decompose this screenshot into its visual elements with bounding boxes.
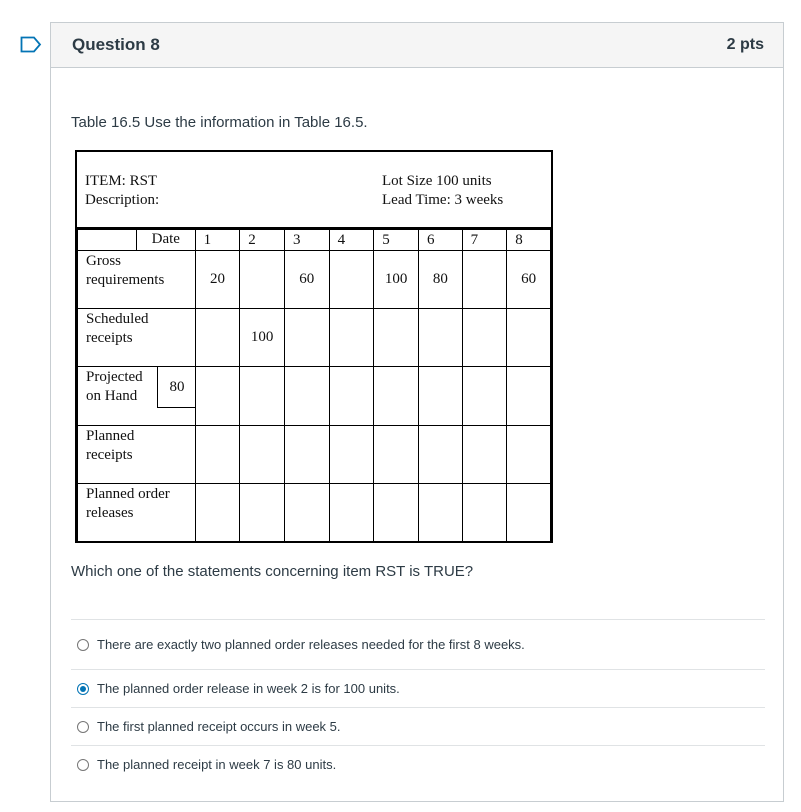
plan-rec-3 bbox=[284, 426, 329, 484]
poh-2 bbox=[240, 367, 285, 426]
gross-req-5: 100 bbox=[374, 251, 419, 309]
por-8 bbox=[507, 484, 551, 542]
answer-text-4: The planned receipt in week 7 is 80 units. bbox=[97, 757, 337, 772]
sched-rec-5 bbox=[374, 309, 419, 367]
plan-rec-7 bbox=[462, 426, 507, 484]
radio-button-1[interactable] bbox=[77, 639, 89, 651]
gross-req-7 bbox=[462, 251, 507, 309]
date-label: Date bbox=[136, 230, 195, 250]
lot-size-line: Lot Size 100 units bbox=[382, 173, 492, 189]
answer-option-4[interactable] bbox=[71, 745, 765, 783]
por-1 bbox=[195, 484, 240, 542]
answer-text-1: There are exactly two planned order releases needed for the first 8 weeks. bbox=[97, 637, 525, 652]
radio-button-3[interactable] bbox=[77, 721, 89, 733]
row-label-line1: Planned bbox=[86, 428, 135, 444]
sched-rec-8 bbox=[507, 309, 551, 367]
row-label-line1: Projected bbox=[86, 369, 143, 385]
poh-8 bbox=[507, 367, 551, 426]
por-5 bbox=[374, 484, 419, 542]
scheduled-receipts-label bbox=[78, 309, 196, 367]
answer-text-2: The planned order release in week 2 is for 100 units. bbox=[97, 681, 400, 696]
gross-req-1: 20 bbox=[195, 251, 240, 309]
planned-order-releases-label bbox=[78, 484, 196, 542]
sched-rec-2: 100 bbox=[240, 309, 285, 367]
period-2: 2 bbox=[240, 230, 285, 251]
por-2 bbox=[240, 484, 285, 542]
row-label-line2: receipts bbox=[86, 330, 133, 346]
poh-4 bbox=[329, 367, 374, 426]
radio-button-4[interactable] bbox=[77, 759, 89, 771]
planned-receipts-row bbox=[78, 426, 551, 484]
answer-option-1[interactable] bbox=[71, 619, 765, 669]
por-4 bbox=[329, 484, 374, 542]
sched-rec-7 bbox=[462, 309, 507, 367]
poh-7 bbox=[462, 367, 507, 426]
sched-rec-4 bbox=[329, 309, 374, 367]
sched-rec-3 bbox=[284, 309, 329, 367]
gross-req-2 bbox=[240, 251, 285, 309]
mrp-grid bbox=[77, 229, 551, 542]
question-title: Question 8 bbox=[72, 35, 160, 54]
sched-rec-1 bbox=[195, 309, 240, 367]
question-points: 2 pts bbox=[726, 36, 764, 53]
answer-option-2[interactable] bbox=[71, 669, 765, 707]
description-line: Description: bbox=[85, 192, 160, 208]
gross-req-4 bbox=[329, 251, 374, 309]
poh-5 bbox=[374, 367, 419, 426]
scheduled-receipts-row bbox=[78, 309, 551, 367]
row-label-line1: Planned order bbox=[86, 486, 170, 502]
period-6: 6 bbox=[418, 230, 462, 251]
row-label-line1: Scheduled bbox=[86, 311, 149, 327]
por-6 bbox=[418, 484, 462, 542]
period-5: 5 bbox=[374, 230, 419, 251]
gross-req-3: 60 bbox=[284, 251, 329, 309]
initial-on-hand: 80 bbox=[157, 367, 196, 408]
period-8: 8 bbox=[507, 230, 551, 251]
question-header bbox=[51, 23, 783, 68]
poh-3 bbox=[284, 367, 329, 426]
plan-rec-5 bbox=[374, 426, 419, 484]
row-label-line2: on Hand bbox=[86, 388, 138, 404]
por-3 bbox=[284, 484, 329, 542]
projected-on-hand-label bbox=[78, 367, 196, 426]
plan-rec-4 bbox=[329, 426, 374, 484]
row-label-line2: receipts bbox=[86, 447, 133, 463]
gross-requirements-row bbox=[78, 251, 551, 309]
radio-button-2[interactable] bbox=[77, 683, 89, 695]
plan-rec-2 bbox=[240, 426, 285, 484]
row-label-line2: releases bbox=[86, 505, 134, 521]
gross-req-8: 60 bbox=[507, 251, 551, 309]
plan-rec-1 bbox=[195, 426, 240, 484]
planned-receipts-label bbox=[78, 426, 196, 484]
item-line: ITEM: RST bbox=[85, 173, 158, 189]
question-prompt: Which one of the statements concerning item RST is TRUE? bbox=[71, 563, 474, 580]
period-4: 4 bbox=[329, 230, 374, 251]
gross-requirements-label bbox=[78, 251, 196, 309]
bookmark-flag-icon[interactable] bbox=[20, 36, 42, 53]
period-1: 1 bbox=[195, 230, 240, 251]
row-label-line2: requirements bbox=[86, 272, 165, 288]
planned-order-releases-row bbox=[78, 484, 551, 542]
period-7: 7 bbox=[462, 230, 507, 251]
mrp-table-image bbox=[75, 150, 553, 543]
sched-rec-6 bbox=[418, 309, 462, 367]
poh-1 bbox=[195, 367, 240, 426]
projected-on-hand-row bbox=[78, 367, 551, 426]
period-3: 3 bbox=[284, 230, 329, 251]
answer-text-3: The first planned receipt occurs in week 5. bbox=[97, 719, 341, 734]
mrp-table-header bbox=[77, 152, 551, 229]
question-intro: Table 16.5 Use the information in Table 16.5. bbox=[71, 114, 368, 131]
poh-6 bbox=[418, 367, 462, 426]
answer-option-3[interactable] bbox=[71, 707, 765, 745]
plan-rec-6 bbox=[418, 426, 462, 484]
por-7 bbox=[462, 484, 507, 542]
gross-req-6: 80 bbox=[418, 251, 462, 309]
date-label-cell bbox=[78, 230, 196, 251]
row-label-line1: Gross bbox=[86, 253, 122, 269]
plan-rec-8 bbox=[507, 426, 551, 484]
question-card bbox=[50, 22, 784, 802]
date-row bbox=[78, 230, 551, 251]
answer-list bbox=[71, 619, 765, 783]
lead-time-line: Lead Time: 3 weeks bbox=[382, 192, 504, 208]
